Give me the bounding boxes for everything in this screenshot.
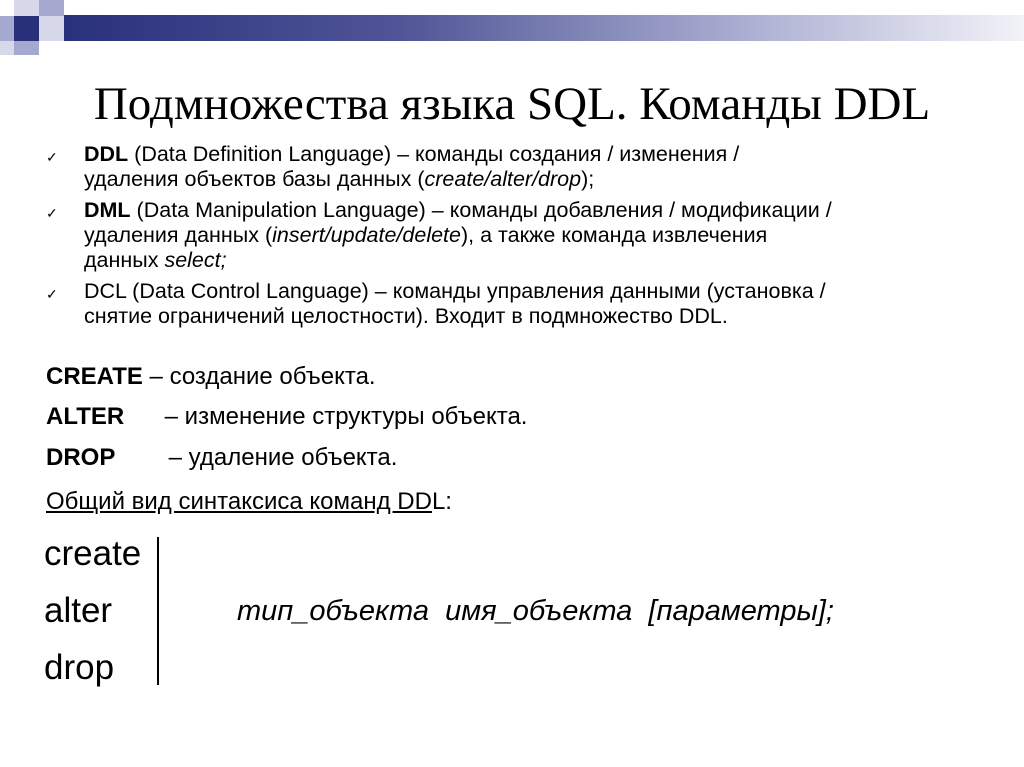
bullet-item [46,198,1006,273]
bullet-line [84,304,1006,329]
bracket-line [157,537,159,685]
bullet-text: удаления данных ( [84,223,273,247]
bullet-line [84,167,1006,192]
bullet-line [84,223,1006,248]
bullet-text: create/alter/drop [424,167,582,191]
bullet-list [46,142,1006,335]
command-alter [46,402,527,432]
command-keyword: CREATE [46,363,143,390]
bullet-text: DML [84,198,131,222]
bullet-item [46,279,1006,329]
bullet-text: снятие ограничений целостности). Входит в подмножество DDL. [84,304,728,328]
header-gradient-bar [64,15,1024,41]
decor-square [0,16,14,41]
slide-title: Подмножества языка SQL. Команды DDL [93,78,931,130]
decor-square [14,16,39,41]
syntax-heading-rest: L: [431,488,452,515]
bullet-line [84,248,1006,273]
bullet-line [84,279,1006,304]
bullet-line [84,198,1006,223]
bullet-text: удаления объектов базы данных ( [84,167,425,191]
command-drop [46,443,397,473]
bullet-text: ), а также команда извлечения [461,223,768,247]
decor-square [14,0,39,16]
command-keyword: ALTER [46,403,125,430]
bullet-text: insert/update/delete [272,223,461,247]
bullet-item [46,142,1006,192]
syntax-spec: тип_объекта имя_объекта [параметры]; [237,595,834,627]
bullet-text: ); [581,167,595,191]
decor-square [39,16,64,41]
bullet-text: DCL (Data Control Language) – команды управления данными (установка / [84,279,826,303]
bullet-text: данных [84,248,165,272]
verb-drop: drop [44,648,115,687]
syntax-heading-underlined: Общий вид синтаксиса команд DD [46,488,432,515]
bullet-text: select; [164,248,227,272]
syntax-heading [46,487,452,517]
command-create [46,362,376,392]
bullet-line [84,142,1006,167]
checkmark-icon: ✓ [46,205,58,221]
verb-create: create [44,534,142,573]
decor-square [14,41,39,55]
checkmark-icon: ✓ [46,286,58,302]
command-description: – удаление объекта. [162,444,398,471]
decor-square [0,41,14,55]
bullet-text: (Data Manipulation Language) – команды добавления / модификации / [130,198,832,222]
command-description: – изменение структуры объекта. [158,403,528,430]
decor-square [39,0,64,16]
bullet-text: (Data Definition Language) – команды создания / изменения / [128,142,740,166]
command-keyword: DROP [46,444,116,471]
command-description: – создание объекта. [142,363,376,390]
checkmark-icon: ✓ [46,149,58,165]
bullet-text: DDL [84,142,129,166]
verb-alter: alter [44,591,113,630]
